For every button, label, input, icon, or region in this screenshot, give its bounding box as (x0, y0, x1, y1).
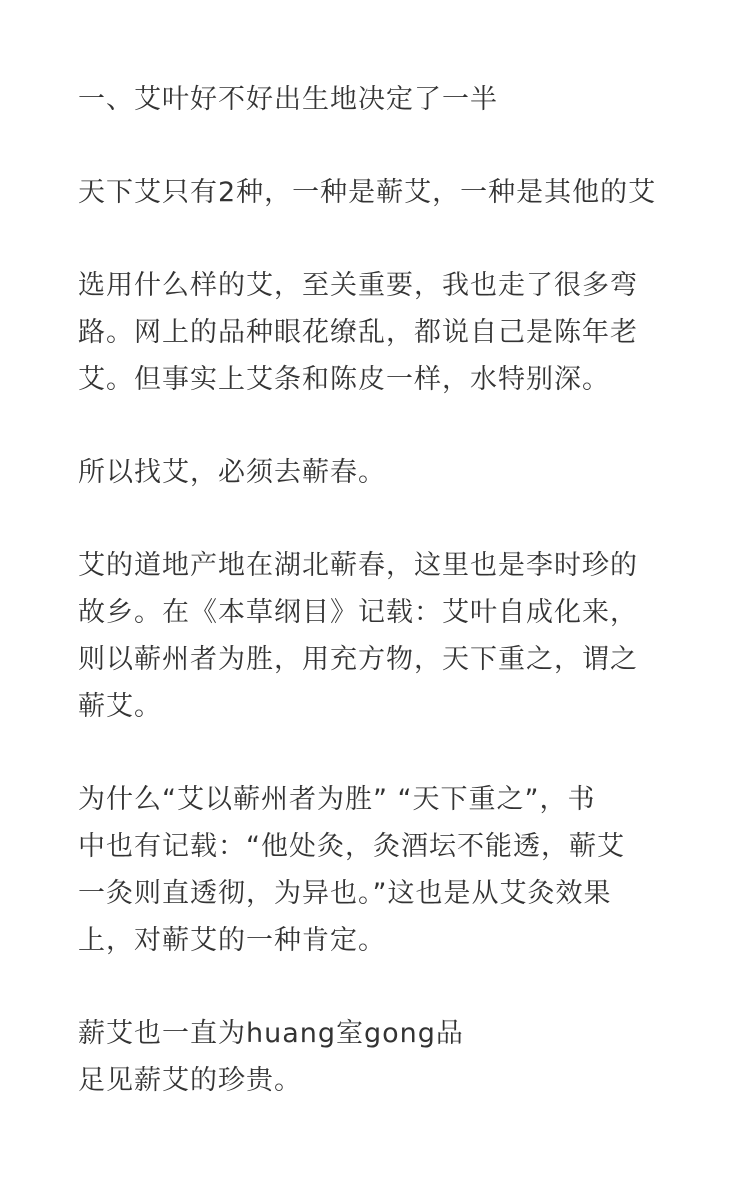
paragraph-choice (78, 262, 698, 403)
text-line: 足见薪艾的珍贵。 (78, 1065, 302, 1096)
text-line: 则以蕲州者为胜，用充方物，天下重之，谓之 (78, 644, 638, 675)
text-line: 天下艾只有2种，一种是蕲艾，一种是其他的艾 (78, 177, 657, 208)
text-line: 选用什么样的艾，至关重要，我也走了很多弯 (78, 270, 638, 301)
paragraph-why (78, 776, 698, 964)
text-line: 薪艾也一直为huang室gong品 (78, 1018, 464, 1049)
text-line: 为什么“艾以蕲州者为胜” “天下重之”，书 (78, 784, 596, 815)
paragraph-origin (78, 542, 698, 730)
text-line: 蕲艾。 (78, 691, 162, 722)
text-line: 一灸则直透彻，为异也。”这也是从艾灸效果 (78, 878, 612, 909)
text-line: 艾。但事实上艾条和陈皮一样，水特别深。 (78, 364, 610, 395)
paragraph-qichun (78, 449, 698, 496)
article-body (78, 76, 698, 1150)
paragraph-tribute (78, 1010, 698, 1104)
text-line: 一、艾叶好不好出生地决定了一半 (78, 84, 498, 115)
text-line: 所以找艾，必须去蕲春。 (78, 457, 386, 488)
text-line: 中也有记载：“他处灸，灸酒坛不能透，蕲艾 (78, 831, 625, 862)
paragraph-heading (78, 76, 698, 123)
text-line: 上，对蕲艾的一种肯定。 (78, 925, 386, 956)
text-line: 艾的道地产地在湖北蕲春，这里也是李时珍的 (78, 550, 638, 581)
text-line: 故乡。在《本草纲目》记载：艾叶自成化来， (78, 597, 638, 628)
paragraph-two-kinds (78, 169, 698, 216)
text-line: 路。网上的品种眼花缭乱，都说自己是陈年老 (78, 317, 638, 348)
